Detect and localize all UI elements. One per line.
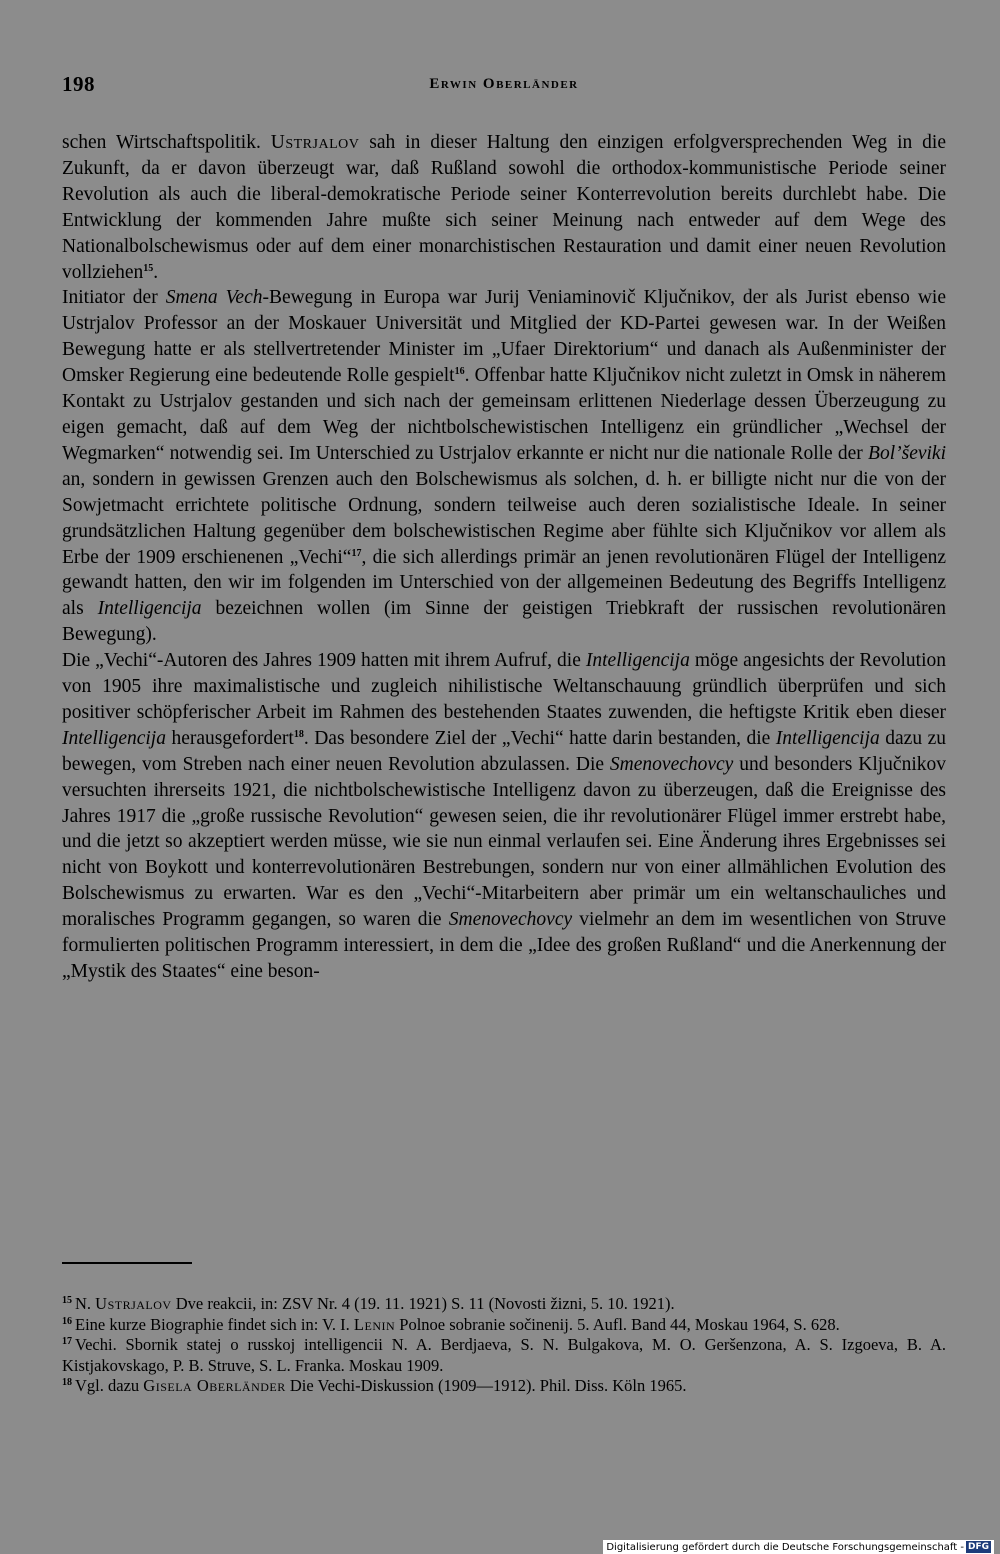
text-run: , die sich allerdings primär an jenen revolutionären Flügel der Intelligenz gewandt hatten, den wir im folgenden im Unterschied von der allgemeinen Bedeutung des Begriffs Intelligenz als [62,546,947,620]
footnote-15 [62,1294,946,1315]
text-run: möge angesichts der Revolution von 1905 ihre maximalistische und zugleich nihilistische Weltanschauung gründlich überprüfen und sich positiver schöpferischer Arbeit im Rahmen des bestehenden Staates zuwenden, die heftigste Kritik eben dieser [62,650,946,723]
footnote-number: 17 [62,1336,72,1348]
text-run: Polnoe sobranie sočinenij. 5. Aufl. Band 44, Moskau 1964, S. 628. [395,1314,840,1334]
text-run: . Offenbar hatte Ključnikov nicht zuletzt in Omsk in näherem Kontakt zu Ustrjalov gestanden und sich nach der gemeinsam erlittenen Niederlage dessen Überzeugung zu eigen gemacht, daß auf dem Weg der nichtbolschewistischen Intelligenz ein gründlicher „Wechsel der Wegmarken“ notwendig sei. Im Unterschied zu Ustrjalov erkannte er nicht nur die nationale Rolle der [62,365,946,464]
italic-term: Smenovechovcy [609,753,734,775]
text-run: schen Wirtschaftspolitik. [62,132,271,153]
italic-term: Intelligencija [775,727,880,749]
text-run: an, sondern in gewissen Grenzen auch den Bolschewismus als solchen, d. h. er billigte nicht nur die von der Sowjetmacht errichtete politische Ordnung, sondern teilweise auch deren sozialistische Ideale. In seiner grundsätzlichen Haltung gegenüber dem bolschewistischen Regime aber fühlte sich Ključnikov vor allem als Erbe der 1909 erschienenen „Vechi“ [62,468,946,568]
footnote-ref[interactable]: 16 [454,366,465,378]
text-run: und besonders Ključnikov versuchten ihrerseits 1921, die nichtbolschewistische Intelligenz davon zu überzeugen, daß die Ereignisse des Jahres 1917 die „große russische Revolution“ gewesen seien, die ihr revolutionärer Flügel immer erstrebt habe, und die jetzt so akzeptiert werden müsse, wie sie nun einmal verlaufen sei. Eine Änderung ihres Ergebnisses sei nicht von Boykott und konterrevolutionären Bestrebungen, sondern nur von einer allmählichen Evolution des Bolschewismus zu erwarten. War es den „Vechi“-Mitarbeitern aber primär um ein weltanschauliches und moralisches Programm gegangen, so waren die [62,753,946,931]
paragraph-2 [62,285,946,648]
paragraph-3 [62,648,946,985]
italic-term: Intelligencija [97,598,202,620]
paragraph-1 [62,130,946,285]
dfg-logo-icon: DFG [967,1542,989,1552]
text-run: . Das besondere Ziel der „Vechi“ hatte darin bestanden, die [303,727,776,749]
italic-term: Bol’ševiki [868,442,946,464]
page-number: 198 [62,72,95,96]
footnote-17 [62,1335,946,1376]
footnote-number: 18 [62,1377,72,1389]
page-header [62,72,946,104]
footnote-number: 16 [62,1315,72,1327]
digitization-notice [603,1540,994,1554]
footnote-number: 15 [62,1295,72,1306]
text-run: herausgefordert [165,727,294,749]
footnotes [62,1294,946,1397]
text-run: bezeichnen wollen (im Sinne der geistigen Triebkraft der russischen revolutionären Bewegung). [62,598,946,646]
text-run: Initiator der [62,287,166,309]
running-head: Erwin Oberländer [429,76,579,92]
author-name: Ustrjalov [270,132,360,153]
footnote-16 [62,1315,946,1336]
footnote-18 [62,1376,946,1397]
text-run: Dve reakcii, in: ZSV Nr. 4 (19. 11. 1921) S. 11 (Novosti žizni, 5. 10. 1921). [171,1294,675,1313]
italic-term: Intelligencija [62,727,166,749]
text-run: sah in dieser Haltung den einzigen erfolgversprechenden Weg in die Zukunft, da er davon überzeugt war, daß Rußland sowohl die orthodox-kommunistische Periode seiner Revolution als auch die liberal-demokratische Periode seiner Konterrevolution bereits durchlebt habe. Die Entwicklung der kommenden Jahre mußte sich seiner Meinung nach entweder auf dem Wege des Nationalbolschewismus oder auf dem einer monarchistischen Restauration und damit einer neuen Revolution vollziehen [62,132,946,283]
footnote-ref[interactable]: 15 [143,262,154,274]
text-run: N. [75,1294,96,1313]
author-name: Lenin [353,1314,396,1334]
italic-term: Smenovechovcy [448,909,573,931]
italic-term: Smena Vech [165,287,263,309]
text-run: Die „Vechi“-Autoren des Jahres 1909 hatten mit ihrem Aufruf, die [62,650,586,672]
text-run: Eine kurze Biographie findet sich in: V. I. [75,1314,354,1334]
text-run: Die Vechi-Diskussion (1909—1912). Phil. Diss. Köln 1965. [285,1376,687,1396]
text-run: dazu zu bewegen, vom Streben nach einer neuen Revolution abzulassen. Die [62,727,946,775]
text-run: Vechi. Sbornik statej o russkoj intelligencii N. A. Berdjaeva, S. N. Bulgakova, M. O. Geršenzona, A. S. Izgoeva, B. A. Kistjakovskago, P. B. Struve, S. L. Franka. Moskau 1909. [62,1335,946,1375]
main-text [62,130,946,985]
digitization-text: Digitalisierung gefördert durch die Deutsche Forschungsgemeinschaft - [606,1541,964,1553]
author-name: Gisela Oberländer [143,1376,286,1396]
text-run: -Bewegung in Europa war Jurij Veniaminovič Ključnikov, der als Jurist ebenso wie Ustrjalov Professor an der Moskauer Universität und Mitglied der KD-Partei gewesen war. In der Weißen Bewegung hatte er als stellvertretender Minister im „Ufaer Direktorium“ und danach als Außenminister der Omsker Regierung eine bedeutende Rolle gespielt [62,287,946,387]
italic-term: Intelligencija [585,650,690,672]
text-run: Vgl. dazu [75,1376,144,1396]
footnote-divider [62,1262,192,1264]
text-run: vielmehr an dem im wesentlichen von Struve formulierten politischen Programm interessiert, in dem die „Idee des großen Rußland“ und die Anerkennung der „Mystik des Staates“ eine beson- [62,909,946,982]
author-name: Ustrjalov [95,1294,172,1313]
text-run: . [153,261,159,283]
footnote-ref[interactable]: 17 [351,547,362,559]
footnote-ref[interactable]: 18 [293,728,304,740]
